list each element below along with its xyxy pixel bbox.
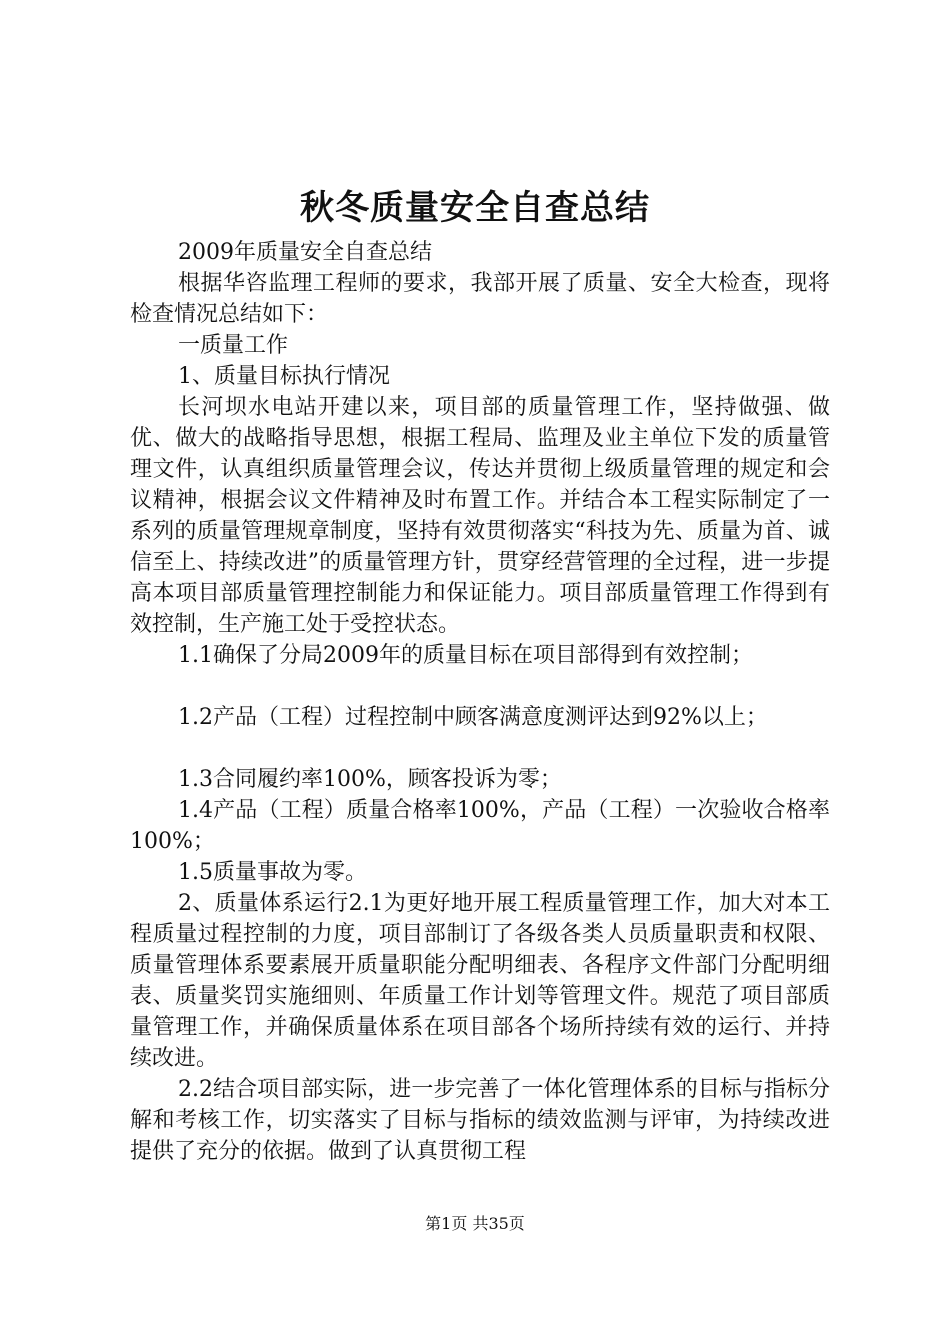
page-number-footer: 第1页 共35页: [425, 1214, 525, 1233]
paragraph-intro: 根据华咨监理工程师的要求，我部开展了质量、安全大检查，现将检查情况总结如下：: [130, 271, 830, 327]
list-item-1-5: 1.5质量事故为零。: [178, 860, 367, 885]
paragraph-spacer: [130, 733, 830, 764]
list-item-1-4: 1.4产品（工程）质量合格率100%，产品（工程）一次验收合格率100%；: [130, 798, 830, 854]
paragraph-spacer: [130, 671, 830, 702]
document-title: 秋冬质量安全自查总结: [300, 188, 650, 228]
list-item-1-1: 1.1确保了分局2009年的质量目标在项目部得到有效控制；: [178, 643, 753, 668]
list-item-1-2: 1.2产品（工程）过程控制中顾客满意度测评达到92%以上；: [178, 705, 768, 730]
paragraph-quality-system-2-2: 2.2结合项目部实际，进一步完善了一体化管理体系的目标与指标分解和考核工作，切实落实了目标与指标的绩效监测与评审，为持续改进提供了充分的依据。做到了认真贯彻工程: [130, 1077, 830, 1164]
paragraph-subtitle: 2009年质量安全自查总结: [178, 240, 432, 265]
document-body: [130, 237, 830, 1167]
section-heading-quality: 一质量工作: [178, 333, 289, 358]
list-item-1-3: 1.3合同履约率100%，顾客投诉为零；: [178, 767, 562, 792]
paragraph-quality-system: 2、质量体系运行2.1为更好地开展工程质量管理工作，加大对本工程质量过程控制的力度，项目部制订了各级各类人员质量职责和权限、质量管理体系要素展开质量职能分配明细表、各程序文件部门分配明细表、质量奖罚实施细则、年质量工作计划等管理文件。规范了项目部质量管理工作，并确保质量体系在项目部各个场所持续有效的运行、并持续改进。: [130, 891, 830, 1071]
paragraph-quality-management: 长河坝水电站开建以来，项目部的质量管理工作，坚持做强、做优、做大的战略指导思想，根据工程局、监理及业主单位下发的质量管理文件，认真组织质量管理会议，传达并贯彻上级质量管理的规定和会议精神，根据会议文件精神及时布置工作。并结合本工程实际制定了一系列的质量管理规章制度，坚持有效贯彻落实“科技为先、质量为首、诚信至上、持续改进”的质量管理方针，贯穿经营管理的全过程，进一步提高本项目部质量管理控制能力和保证能力。项目部质量管理工作得到有效控制，生产施工处于受控状态。: [130, 395, 830, 637]
subsection-heading-quality-goals: 1、质量目标执行情况: [178, 364, 390, 389]
